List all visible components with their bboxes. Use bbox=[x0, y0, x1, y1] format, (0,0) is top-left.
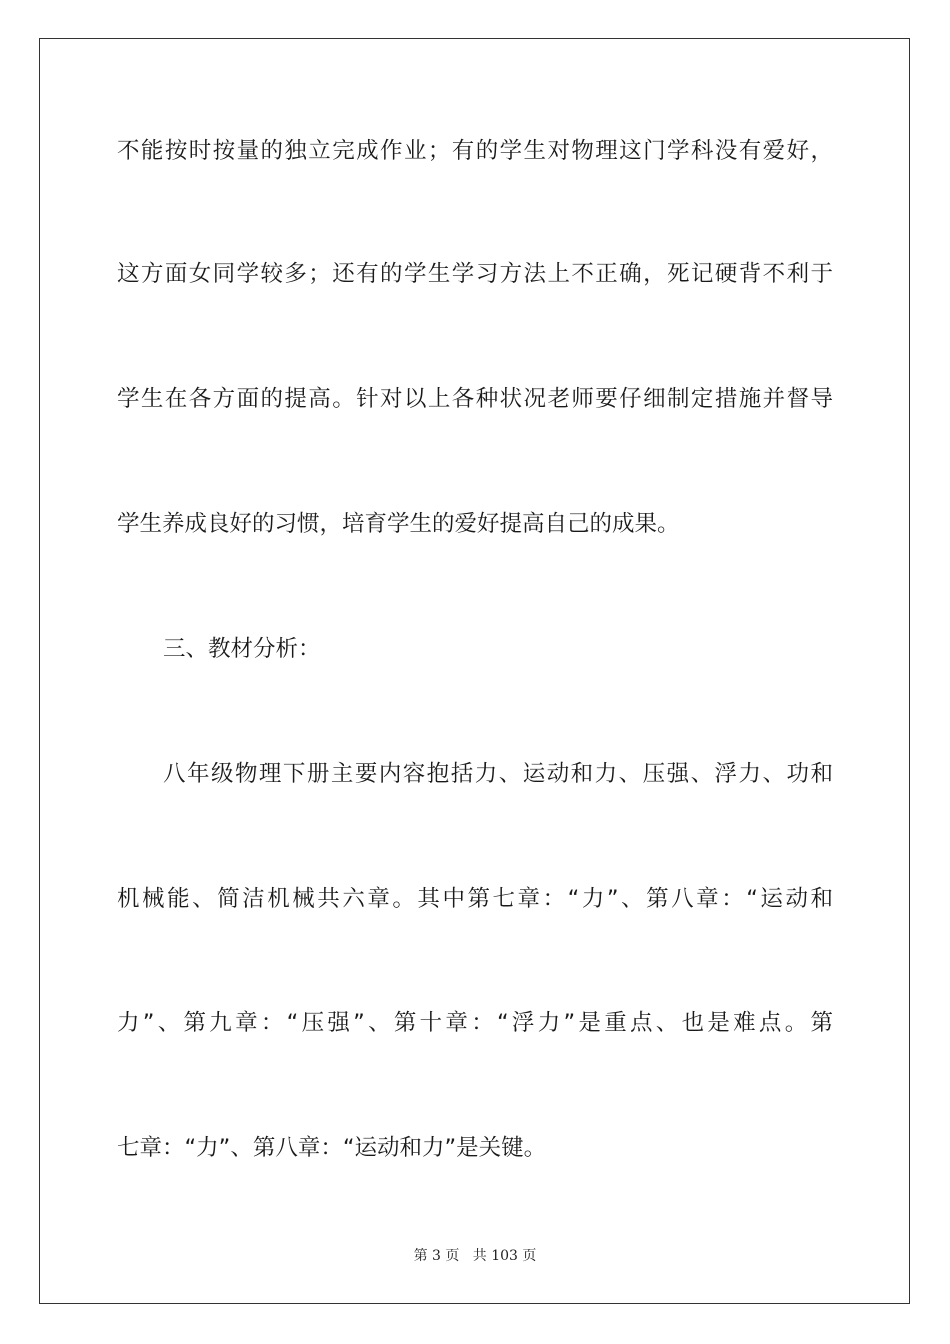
page-number: 第 3 页 bbox=[413, 1248, 460, 1264]
body-line-8: 七章：“力”、第八章：“运动和力”是关键。 bbox=[117, 1135, 547, 1161]
body-line-4: 学生养成良好的习惯，培育学生的爱好提高自己的成果。 bbox=[117, 511, 680, 537]
page-footer bbox=[0, 1245, 950, 1265]
body-line-7: 力”、第九章：“压强”、第十章：“浮力”是重点、也是难点。第 bbox=[117, 1010, 833, 1036]
section-heading: 三、教材分析： bbox=[163, 636, 321, 662]
body-line-6: 机械能、简洁机械共六章。其中第七章：“力”、第八章：“运动和 bbox=[117, 886, 833, 912]
page-border bbox=[39, 38, 910, 1304]
body-line-3: 学生在各方面的提高。针对以上各种状况老师要仔细制定措施并督导 bbox=[117, 386, 833, 412]
body-line-1: 不能按时按量的独立完成作业；有的学生对物理这门学科没有爱好， bbox=[117, 138, 833, 164]
body-line-2: 这方面女同学较多；还有的学生学习方法上不正确，死记硬背不利于 bbox=[117, 261, 833, 287]
page-total: 共 103 页 bbox=[472, 1248, 537, 1264]
body-line-5: 八年级物理下册主要内容抱括力、运动和力、压强、浮力、功和 bbox=[163, 761, 833, 787]
